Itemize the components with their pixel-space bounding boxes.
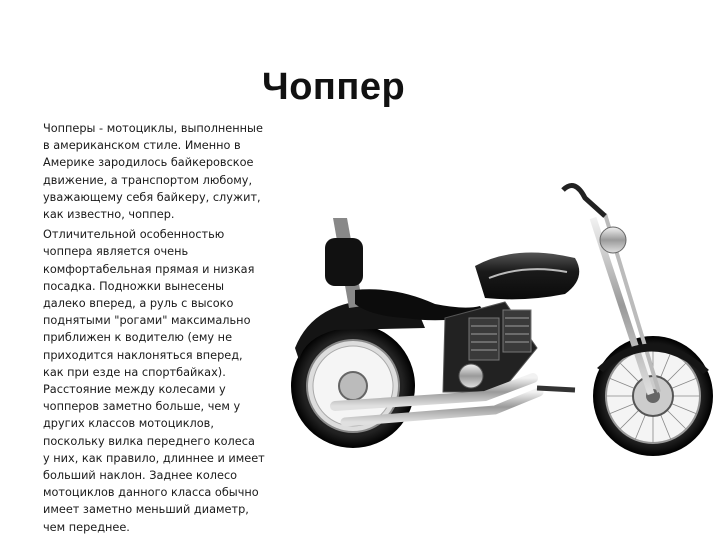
- handlebar: [563, 186, 605, 217]
- paragraph-features: Отличительной особенностью чоппера является очень комфортабельная прямая и низкая посадка. Подножки вынесены далеко вперед, а руль с высоко поднятыми "рогами" максимально приближен к водителю (ему не приходится наклоняться вперед, как при езде на спортбайках). Расстояние между колесами у чопперов заметно больше, чем у других классов мотоциклов, поскольку вилка переднего колеса у них, как правило, длиннее и имеет больший наклон. Заднее колесо мотоциклов данного класса обычно имеет заметно меньший диаметр, чем переднее.: [43, 228, 265, 534]
- paragraph-intro: Чопперы - мотоциклы, выполненные в американском стиле. Именно в Америке зародилось байкеровское движение, а транспортом любому, уважающему себя байкеру, служит, как известно, чоппер.: [43, 122, 263, 222]
- body-text: [43, 120, 265, 539]
- front-wheel: [593, 336, 713, 456]
- headlight: [600, 227, 626, 253]
- backrest: [325, 238, 363, 286]
- footrest: [537, 388, 575, 390]
- fuel-tank: [475, 253, 579, 300]
- chopper-motorcycle-icon: [275, 178, 723, 473]
- slide-title: Чоппер: [262, 66, 406, 108]
